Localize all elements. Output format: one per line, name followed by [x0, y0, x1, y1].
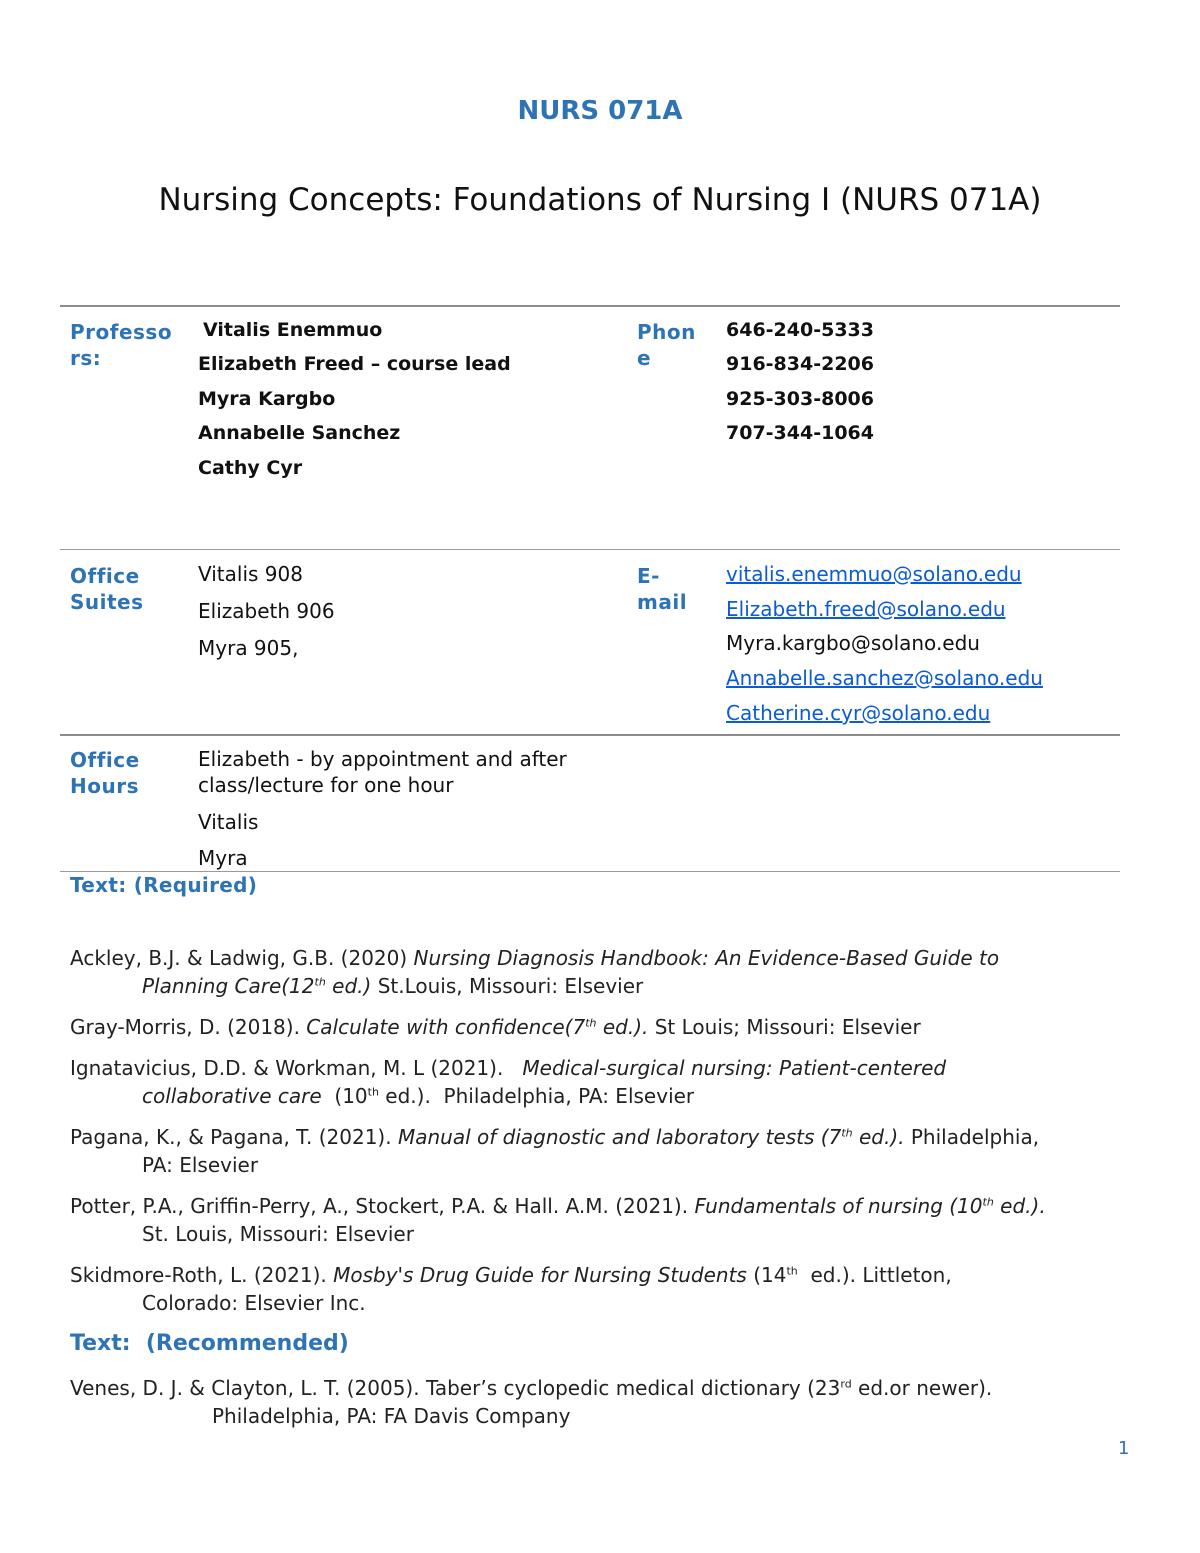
office-hours-label: Office Hours	[70, 748, 140, 798]
email-link[interactable]: vitalis.enemmuo@solano.edu	[726, 562, 1022, 586]
reference-item: Ignatavicius, D.D. & Workman, M. L (2021). Medical-surgical nursing: Patient-centered collaborative care (10th ed.). Philadelphia, PA: Elsevier	[70, 1056, 947, 1108]
table-top-rule	[60, 305, 1120, 307]
office-hours-entry: class/lecture for one hour	[198, 773, 454, 797]
reference-item: Potter, P.A., Griffin-Perry, A., Stockert, P.A. & Hall. A.M. (2021). Fundamentals of nursing (10th ed.). St. Louis, Missouri: Elsevier	[70, 1194, 1046, 1246]
email-label: E- mail	[637, 564, 688, 614]
office-hours-entry: Elizabeth - by appointment and after	[198, 747, 567, 771]
reference-item: Venes, D. J. & Clayton, L. T. (2005). Taber’s cyclopedic medical dictionary (23rd ed.or newer). Philadelphia, PA: FA Davis Company	[70, 1376, 993, 1428]
office-hours-entry: Vitalis	[198, 810, 259, 834]
phone-number: 646-240-5333	[726, 319, 874, 341]
office-hours-entry: Myra	[198, 846, 248, 870]
table-bottom-rule	[60, 871, 1120, 872]
office-room: Vitalis 908	[198, 562, 303, 586]
phone-number: 916-834-2206	[726, 353, 874, 375]
phone-label: Phon e	[637, 320, 696, 370]
email-link[interactable]: Catherine.cyr@solano.edu	[726, 701, 991, 725]
professor-name: Vitalis Enemmuo	[203, 319, 383, 341]
email-link[interactable]: Annabelle.sanchez@solano.edu	[726, 666, 1043, 690]
professor-name: Elizabeth Freed – course lead	[198, 353, 511, 375]
office-suites-label: Office Suites	[70, 564, 144, 614]
professor-name: Cathy Cyr	[198, 457, 303, 479]
course-title: Nursing Concepts: Foundations of Nursing I (NURS 071A)	[158, 182, 1042, 218]
email-link[interactable]: Elizabeth.freed@solano.edu	[726, 597, 1006, 621]
professor-name: Annabelle Sanchez	[198, 422, 401, 444]
reference-item: Pagana, K., & Pagana, T. (2021). Manual of diagnostic and laboratory tests (7th ed.). Philadelphia, PA: Elsevier	[70, 1125, 1040, 1177]
table-rule-3	[60, 734, 1120, 736]
course-code: NURS 071A	[517, 96, 683, 126]
reference-item: Gray-Morris, D. (2018). Calculate with confidence(7th ed.). St Louis; Missouri: Elsevier	[70, 1015, 921, 1039]
phone-number: 925-303-8006	[726, 388, 874, 410]
table-rule-2	[60, 549, 1120, 550]
required-texts-heading: Text: (Required)	[70, 873, 258, 897]
office-room: Elizabeth 906	[198, 599, 335, 623]
page-number: 1	[1118, 1438, 1130, 1459]
office-room: Myra 905,	[198, 636, 299, 660]
email-address: Myra.kargbo@solano.edu	[726, 631, 980, 655]
reference-item: Ackley, B.J. & Ladwig, G.B. (2020) Nursing Diagnosis Handbook: An Evidence-Based Guide to Planning Care(12th ed.) St.Louis, Missouri: Elsevier	[70, 946, 1000, 998]
professors-label: Professo rs:	[70, 320, 173, 370]
recommended-texts-heading: Text: (Recommended)	[70, 1331, 349, 1356]
phone-number: 707-344-1064	[726, 422, 874, 444]
professor-name: Myra Kargbo	[198, 388, 336, 410]
reference-item: Skidmore-Roth, L. (2021). Mosby's Drug Guide for Nursing Students (14th ed.). Littleton, Colorado: Elsevier Inc.	[70, 1263, 952, 1315]
